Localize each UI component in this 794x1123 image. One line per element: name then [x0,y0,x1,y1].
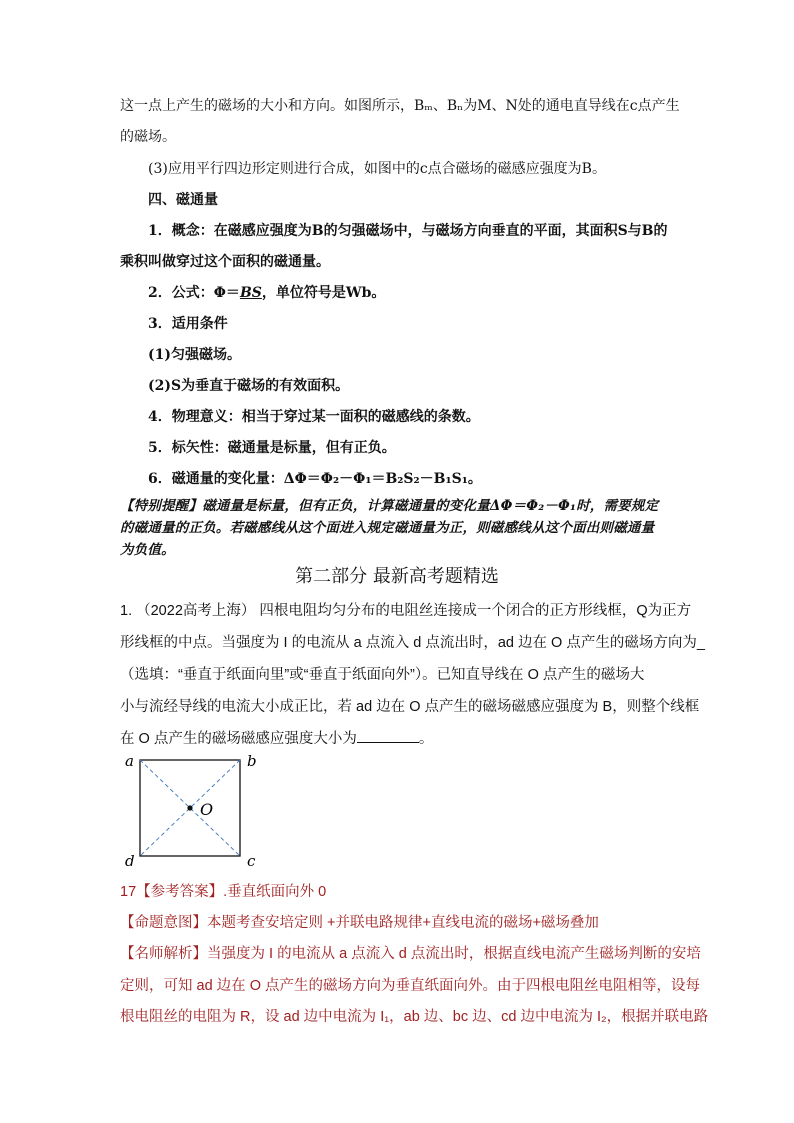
list-item: 3．适用条件 [148,316,228,332]
list-item: (2)S为垂直于磁场的有效面积。 [148,378,350,394]
analysis-line: 【名师解析】当强度为 I 的电流从 a 点流入 d 点流出时，根据直线电流产生磁场判断的安培 [120,946,701,962]
remark-line: 为负值。 [120,542,175,558]
question-line: （选填：“垂直于纸面向里”或“垂直于纸面向外”）。已知直导线在 O 点产生的磁场大 [120,667,645,683]
square-frame-diagram [122,752,272,870]
list-item: 4．物理意义：相当于穿过某一面积的磁感线的条数。 [148,409,480,425]
paragraph-line: 的磁场。 [120,129,176,145]
paragraph-line: 这一点上产生的磁场的大小和方向。如图所示，Bₘ、Bₙ为M、N处的通电直导线在c点产生 [120,98,680,114]
question-text: 在 O 点产生的磁场磁感应强度大小为 [120,731,357,747]
question-line: 形线框的中点。当强度为 I 的电流从 a 点流入 d 点流出时，ad 边在 O 点产生的磁场方向为_ [120,635,705,651]
corner-label-b: b [247,752,257,770]
part-heading: 第二部分 最新高考题精选 [295,566,499,587]
definition-line: 1．概念：在磁感应强度为B的匀强磁场中，与磁场方向垂直的平面，其面积S与B的 [148,223,668,239]
formula-underlined: BS [239,285,262,301]
corner-label-c: c [247,852,256,870]
answer-line: 17【参考答案】.垂直纸面向外 0 [120,884,327,900]
definition-line: 乘积叫做穿过这个面积的磁通量。 [120,254,330,270]
list-item: 6．磁通量的变化量：ΔΦ＝Φ₂－Φ₁＝B₂S₂－B₁S₁。 [148,471,482,487]
formula-line [148,283,708,303]
question-line: 1. （2022高考上海） 四根电阻均匀分布的电阻丝连接成一个闭合的正方形线框，Q为正方 [120,603,692,619]
list-item: (1)匀强磁场。 [148,347,241,363]
remark-line: 的磁通量的正负。若磁感线从这个面进入规定磁通量为正，则磁感线从这个面出则磁通量 [120,520,655,536]
corner-label-d: d [125,852,135,870]
question-text: 。 [418,731,434,747]
remark-line: 【特别提醒】磁通量是标量，但有正负，计算磁通量的变化量ΔΦ＝Φ₂－Φ₁时，需要规定 [120,498,659,514]
question-line: 小与流经导线的电流大小成正比，若 ad 边在 O 点产生的磁场磁感应强度为 B，则整个线框 [120,699,700,715]
formula-suffix: ，单位符号是Wb。 [261,285,386,301]
intent-line: 【命题意图】本题考查安培定则 +并联电路规律+直线电流的磁场+磁场叠加 [120,915,599,931]
analysis-line: 定则，可知 ad 边在 O 点产生的磁场方向为垂直纸面向外。由于四根电阻丝电阻相等，设每 [120,978,701,994]
question-line [120,728,680,749]
section-heading: 四、磁通量 [148,192,218,208]
center-label-o: O [200,800,214,819]
center-point [187,805,192,810]
analysis-line: 根电阻丝的电阻为 R，设 ad 边中电流为 I₁，ab 边、bc 边、cd 边中电流为 I₂，根据并联电路 [120,1009,709,1025]
answer-blank [357,728,419,743]
paragraph-line: (3)应用平行四边形定则进行合成，如图中的c点合磁场的磁感应强度为B。 [148,161,606,177]
corner-label-a: a [125,752,134,770]
list-item: 5．标矢性：磁通量是标量，但有正负。 [148,440,396,456]
formula-prefix: 2．公式：Φ＝ [148,285,240,301]
